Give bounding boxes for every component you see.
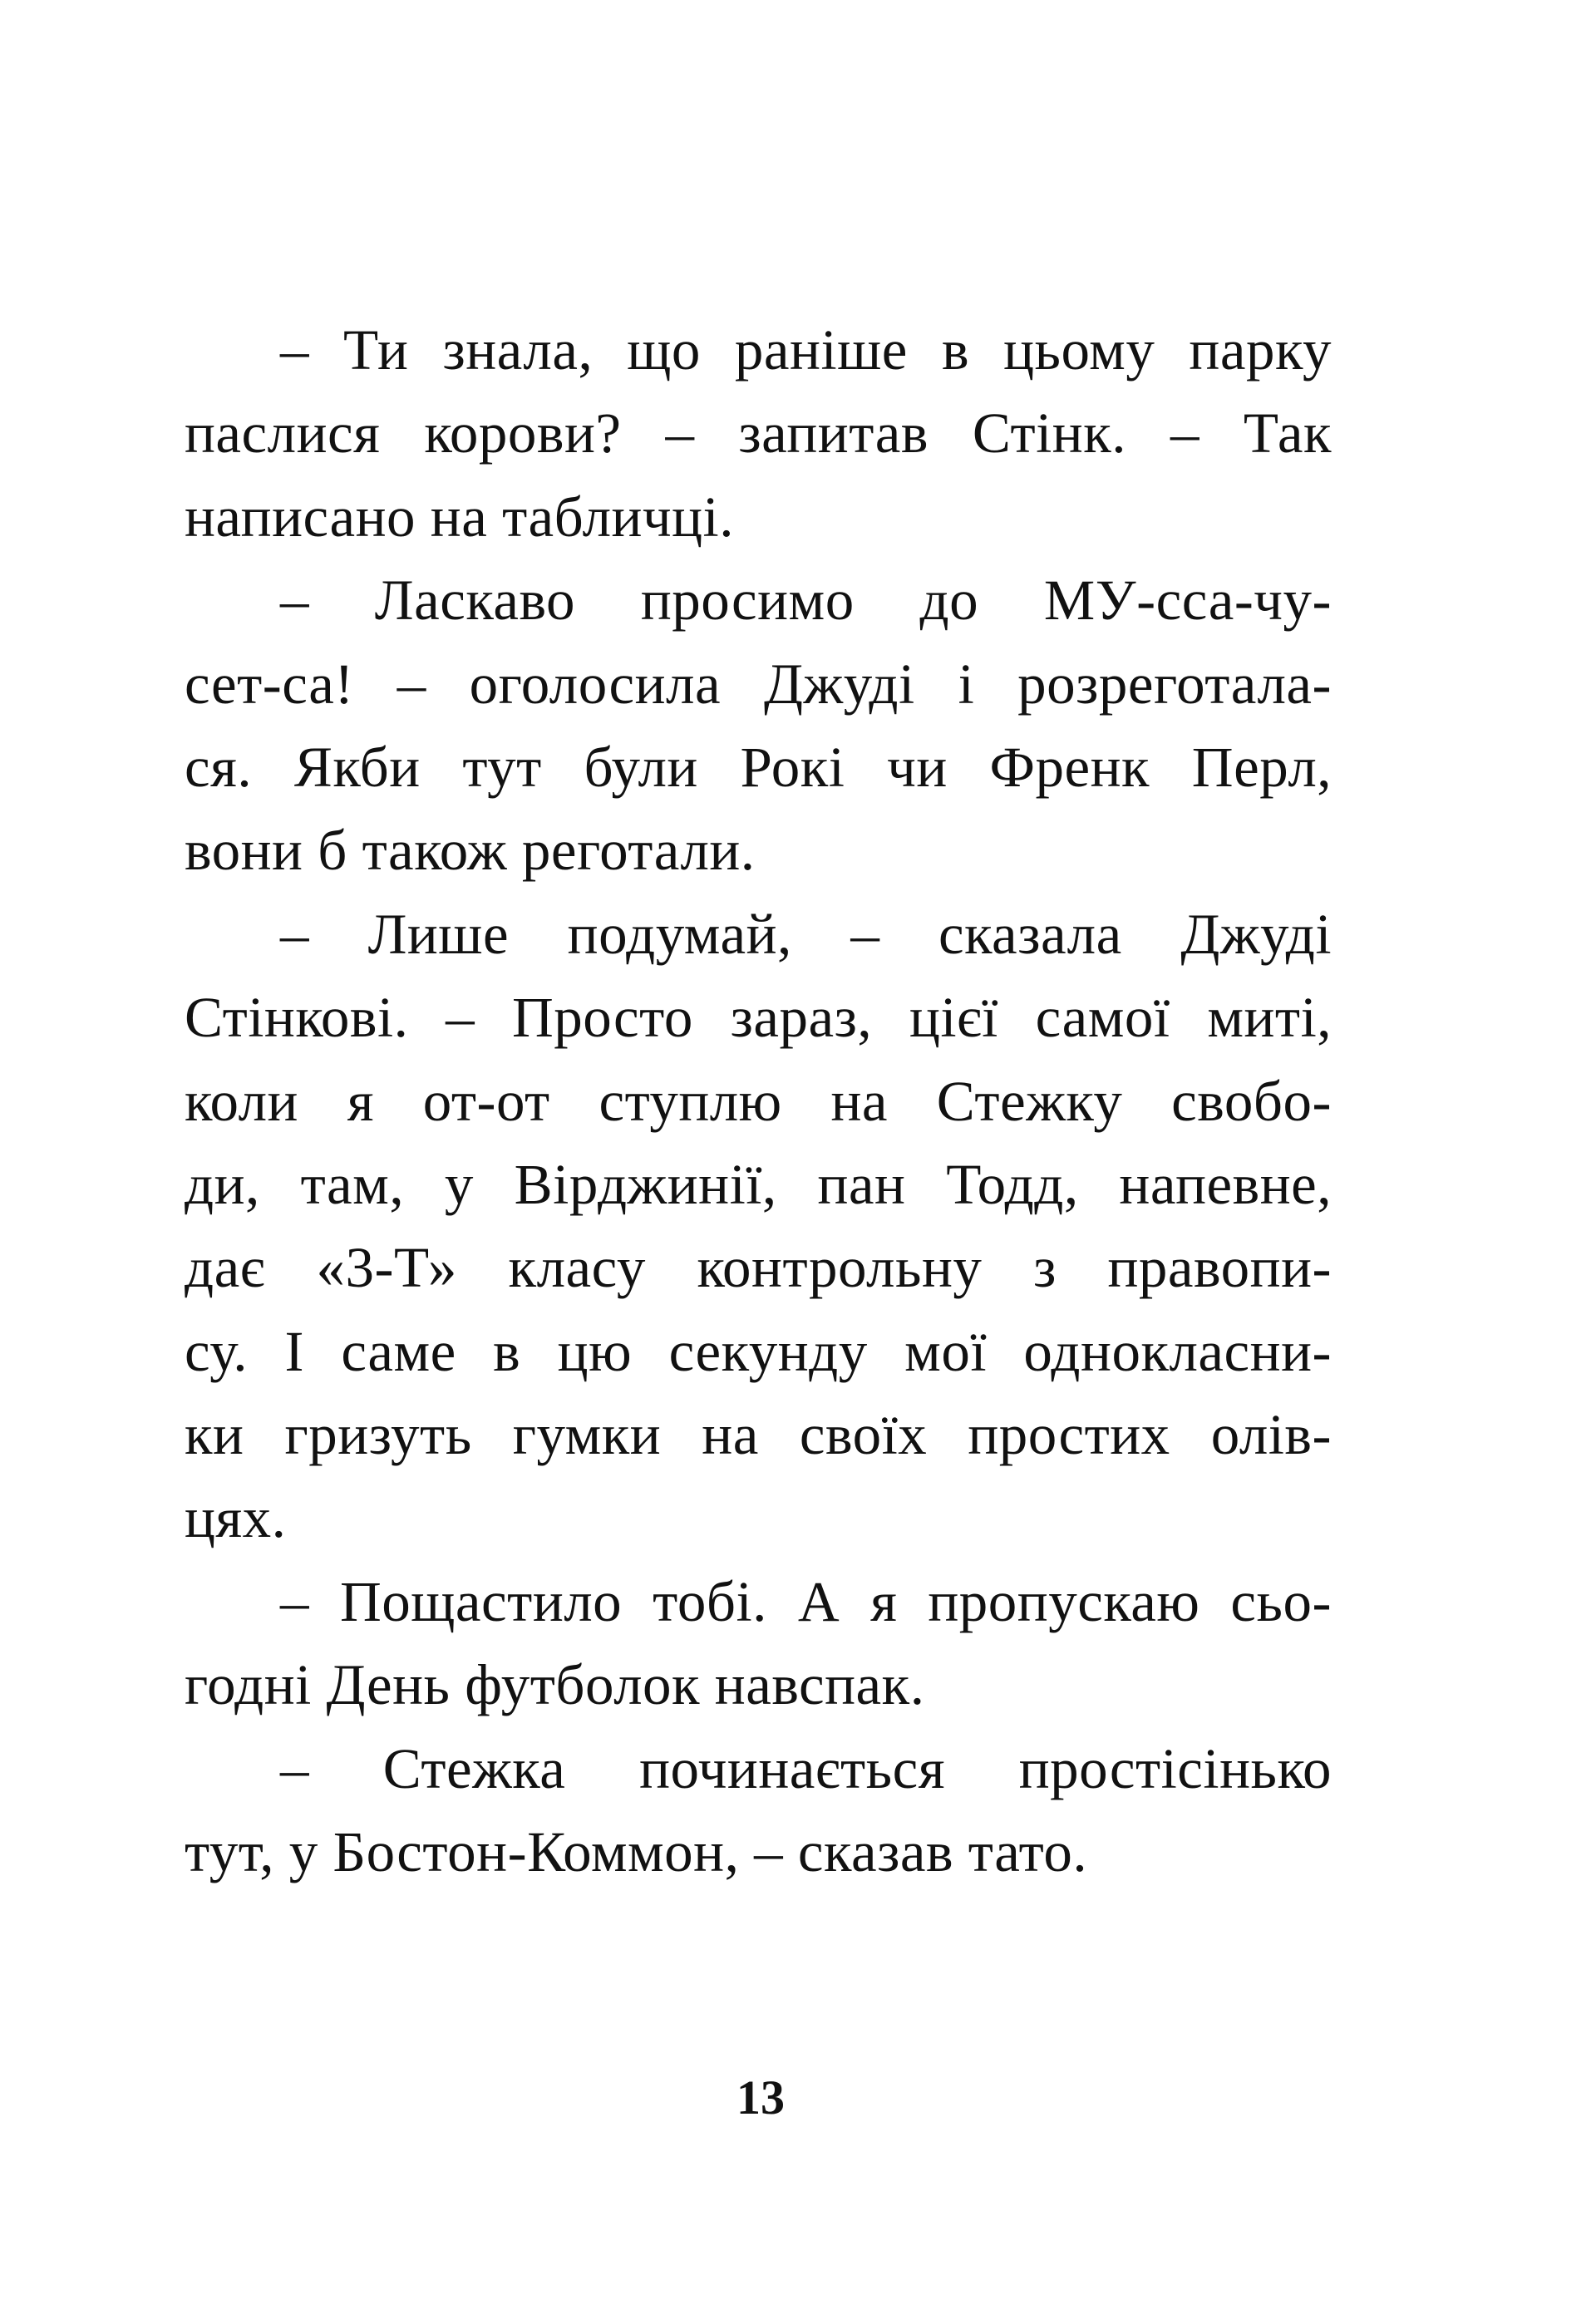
paragraph [185,1560,1332,1727]
paragraph [185,308,1332,559]
text-line: – Стежка починається простісінько [280,1736,1332,1800]
text-line: цях. [185,1486,287,1550]
text-line: вони б також реготали. [185,819,756,883]
text-line: коли я от-от ступлю на Стежку свобо- [185,1069,1332,1133]
paragraph [185,893,1332,1560]
body-text [185,308,1332,1893]
text-line: ся. Якби тут були Рокі чи Френк Перл, [185,735,1332,799]
text-line: – Ласкаво просимо до МУ-сса-чу- [280,569,1332,633]
text-line: ки гризуть гумки на своїх простих олів- [185,1403,1332,1467]
text-line: написано на табличці. [185,485,734,549]
text-line: – Лише подумай, – сказала Джуді [280,902,1332,966]
text-line: су. І саме в цю секунду мої однокласни- [185,1319,1332,1383]
text-line: дає «3-Т» класу контрольну з правопи- [185,1236,1332,1300]
page-number: 13 [736,2070,785,2124]
text-line: ди, там, у Вірджинії, пан Тодд, напевне, [185,1152,1332,1216]
paragraph [185,559,1332,893]
text-line: – Ти знала, що раніше в цьому парку [280,318,1332,382]
text-line: годні День футболок навспак. [185,1653,925,1717]
text-line: тут, у Бостон-Коммон, – сказав тато. [185,1820,1088,1884]
text-line: сет-са! – оголосила Джуді і розреготала- [185,652,1332,716]
text-line: – Пощастило тобі. А я пропускаю сьо- [280,1569,1332,1633]
text-line: Стінкові. – Просто зараз, цієї самої миті, [185,986,1332,1050]
paragraph [185,1727,1332,1894]
text-line: паслися корови? – запитав Стінк. – Так [185,401,1332,465]
